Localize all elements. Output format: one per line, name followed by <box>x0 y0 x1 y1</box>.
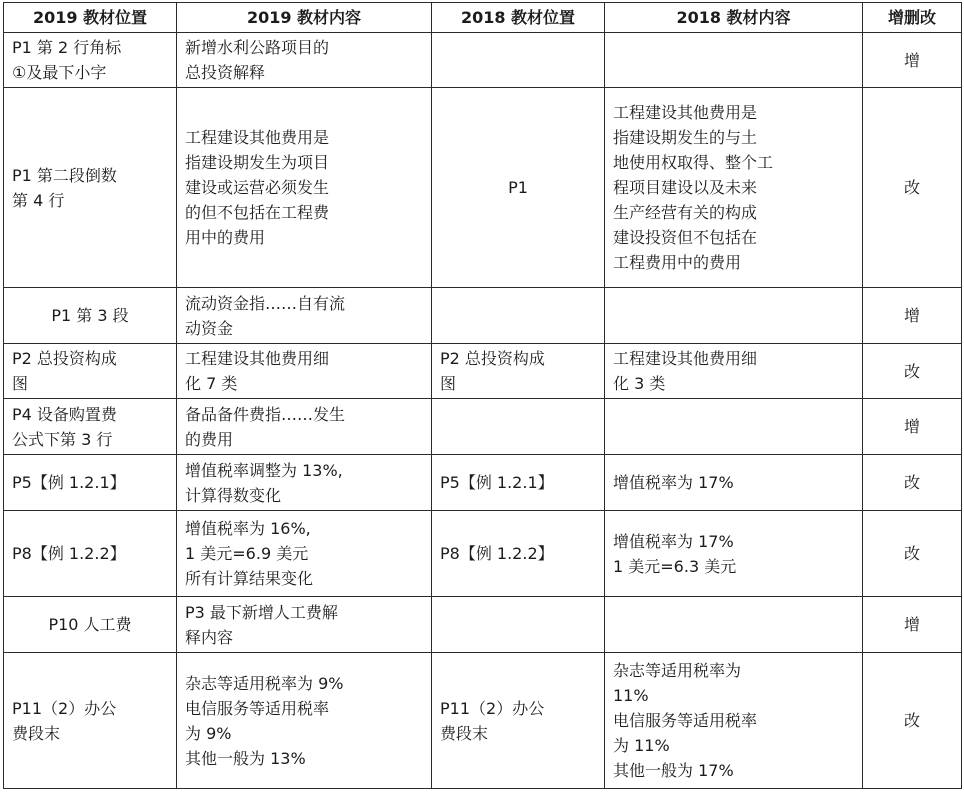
cell-2018-position <box>432 288 605 344</box>
cell-2018-content <box>605 399 863 455</box>
cell-2018-content <box>605 597 863 653</box>
cell-2018-content: 工程建设其他费用细 化 3 类 <box>605 344 863 399</box>
header-2018-content: 2018 教材内容 <box>605 3 863 33</box>
table-row <box>4 344 962 399</box>
cell-2019-position: P4 设备购置费 公式下第 3 行 <box>4 399 177 455</box>
table-row <box>4 33 962 88</box>
cell-2019-position: P5【例 1.2.1】 <box>4 455 177 511</box>
cell-2018-content: 增值税率为 17% 1 美元=6.3 美元 <box>605 511 863 597</box>
cell-2019-content: 新增水利公路项目的 总投资解释 <box>177 33 432 88</box>
cell-2019-position: P10 人工费 <box>4 597 177 653</box>
cell-2018-position: P5【例 1.2.1】 <box>432 455 605 511</box>
cell-2018-position: P11（2）办公 费段末 <box>432 653 605 789</box>
cell-change-type: 改 <box>863 88 962 288</box>
cell-2019-position: P1 第 2 行角标 ①及最下小字 <box>4 33 177 88</box>
textbook-changes-table <box>3 2 962 789</box>
cell-2019-position: P1 第 3 段 <box>4 288 177 344</box>
cell-2018-content: 增值税率为 17% <box>605 455 863 511</box>
header-2018-position: 2018 教材位置 <box>432 3 605 33</box>
cell-2019-content: 工程建设其他费用细 化 7 类 <box>177 344 432 399</box>
table-row <box>4 88 962 288</box>
cell-2018-position <box>432 597 605 653</box>
cell-2019-content: 增值税率为 16%, 1 美元=6.9 美元 所有计算结果变化 <box>177 511 432 597</box>
cell-2019-position: P2 总投资构成 图 <box>4 344 177 399</box>
header-change-type: 增删改 <box>863 3 962 33</box>
cell-change-type: 增 <box>863 288 962 344</box>
document-page <box>3 2 961 789</box>
cell-2019-content: 工程建设其他费用是 指建设期发生为项目 建设或运营必须发生 的但不包括在工程费 用中的费用 <box>177 88 432 288</box>
cell-2018-position: P8【例 1.2.2】 <box>432 511 605 597</box>
cell-2018-position: P1 <box>432 88 605 288</box>
cell-2019-content: 增值税率调整为 13%, 计算得数变化 <box>177 455 432 511</box>
cell-2019-content: 杂志等适用税率为 9% 电信服务等适用税率 为 9% 其他一般为 13% <box>177 653 432 789</box>
table-row <box>4 288 962 344</box>
cell-2018-position <box>432 33 605 88</box>
cell-2019-content: P3 最下新增人工费解 释内容 <box>177 597 432 653</box>
table-header <box>4 3 962 33</box>
cell-2019-position: P11（2）办公 费段末 <box>4 653 177 789</box>
cell-change-type: 改 <box>863 511 962 597</box>
cell-change-type: 改 <box>863 653 962 789</box>
table-row <box>4 597 962 653</box>
header-2019-content: 2019 教材内容 <box>177 3 432 33</box>
table-row <box>4 399 962 455</box>
cell-2019-position: P1 第二段倒数 第 4 行 <box>4 88 177 288</box>
cell-2018-position: P2 总投资构成 图 <box>432 344 605 399</box>
cell-change-type: 增 <box>863 33 962 88</box>
cell-2018-content: 工程建设其他费用是 指建设期发生的与土 地使用权取得、整个工 程项目建设以及未来 生产经营有关的构成 建设投资但不包括在 工程费用中的费用 <box>605 88 863 288</box>
header-row <box>4 3 962 33</box>
cell-2019-position: P8【例 1.2.2】 <box>4 511 177 597</box>
cell-2018-content <box>605 288 863 344</box>
table-row <box>4 511 962 597</box>
cell-2019-content: 流动资金指……自有流 动资金 <box>177 288 432 344</box>
header-2019-position: 2019 教材位置 <box>4 3 177 33</box>
cell-change-type: 增 <box>863 399 962 455</box>
table-row <box>4 653 962 789</box>
cell-2018-content: 杂志等适用税率为 11% 电信服务等适用税率 为 11% 其他一般为 17% <box>605 653 863 789</box>
cell-2018-position <box>432 399 605 455</box>
cell-change-type: 改 <box>863 455 962 511</box>
table-body <box>4 33 962 789</box>
table-row <box>4 455 962 511</box>
cell-2018-content <box>605 33 863 88</box>
cell-change-type: 改 <box>863 344 962 399</box>
cell-2019-content: 备品备件费指……发生 的费用 <box>177 399 432 455</box>
cell-change-type: 增 <box>863 597 962 653</box>
